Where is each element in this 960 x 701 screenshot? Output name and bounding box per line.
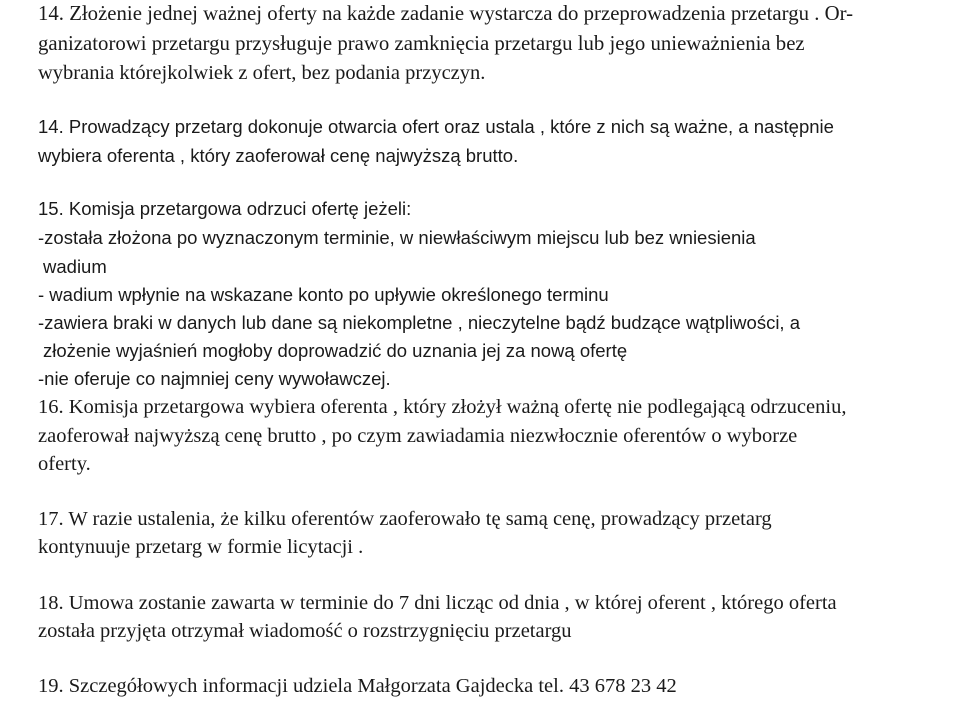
text-line: -została złożona po wyznaczonym terminie, w niewłaściwym miejscu lub bez wniesienia (38, 227, 756, 248)
text-line: 14. Złożenie jednej ważnej oferty na każde zadanie wystarcza do przeprowadzenia przetargu . Or- (38, 2, 854, 25)
text-line: - wadium wpłynie na wskazane konto po upływie określonego terminu (38, 284, 609, 305)
text-line: -nie oferuje co najmniej ceny wywoławczej. (38, 368, 391, 389)
text-line: złożenie wyjaśnień mogłoby doprowadzić do uznania jej za nową ofertę (43, 340, 628, 361)
text-line: wybrania którejkolwiek z ofert, bez podania przyczyn. (38, 62, 486, 84)
text-line: wybiera oferenta , który zaoferował cenę najwyższą brutto. (38, 145, 519, 166)
text-line: 17. W razie ustalenia, że kilku oferentów zaoferowało tę samą cenę, prowadzący przetarg (38, 508, 772, 530)
text-line: -zawiera braki w danych lub dane są niekompletne , nieczytelne bądź budzące wątpliwości, a (38, 312, 801, 333)
text-line: 15. Komisja przetargowa odrzuci ofertę jeżeli: (38, 198, 412, 219)
text-line: wadium (43, 256, 107, 277)
text-line: oferty. (38, 453, 91, 475)
text-line: 19. Szczegółowych informacji udziela Małgorzata Gajdecka tel. 43 678 23 42 (38, 675, 677, 697)
text-line: 18. Umowa zostanie zawarta w terminie do 7 dni licząc od dnia , w której oferent , którego oferta (38, 592, 837, 614)
text-line: została przyjęta otrzymał wiadomość o rozstrzygnięciu przetargu (38, 620, 572, 642)
text-line: kontynuuje przetarg w formie licytacji . (38, 536, 364, 558)
text-line: 14. Prowadzący przetarg dokonuje otwarcia ofert oraz ustala , które z nich są ważne, a następnie (38, 116, 834, 137)
text-line: ganizatorowi przetargu przysługuje prawo zamknięcia przetargu lub jego unieważnienia bez (38, 32, 805, 55)
text-line: 16. Komisja przetargowa wybiera oferenta , który złożył ważną ofertę nie podlegającą odrzuceniu, (38, 396, 847, 418)
text-line: zaoferował najwyższą cenę brutto , po czym zawiadamia niezwłocznie oferentów o wyborze (38, 425, 798, 447)
